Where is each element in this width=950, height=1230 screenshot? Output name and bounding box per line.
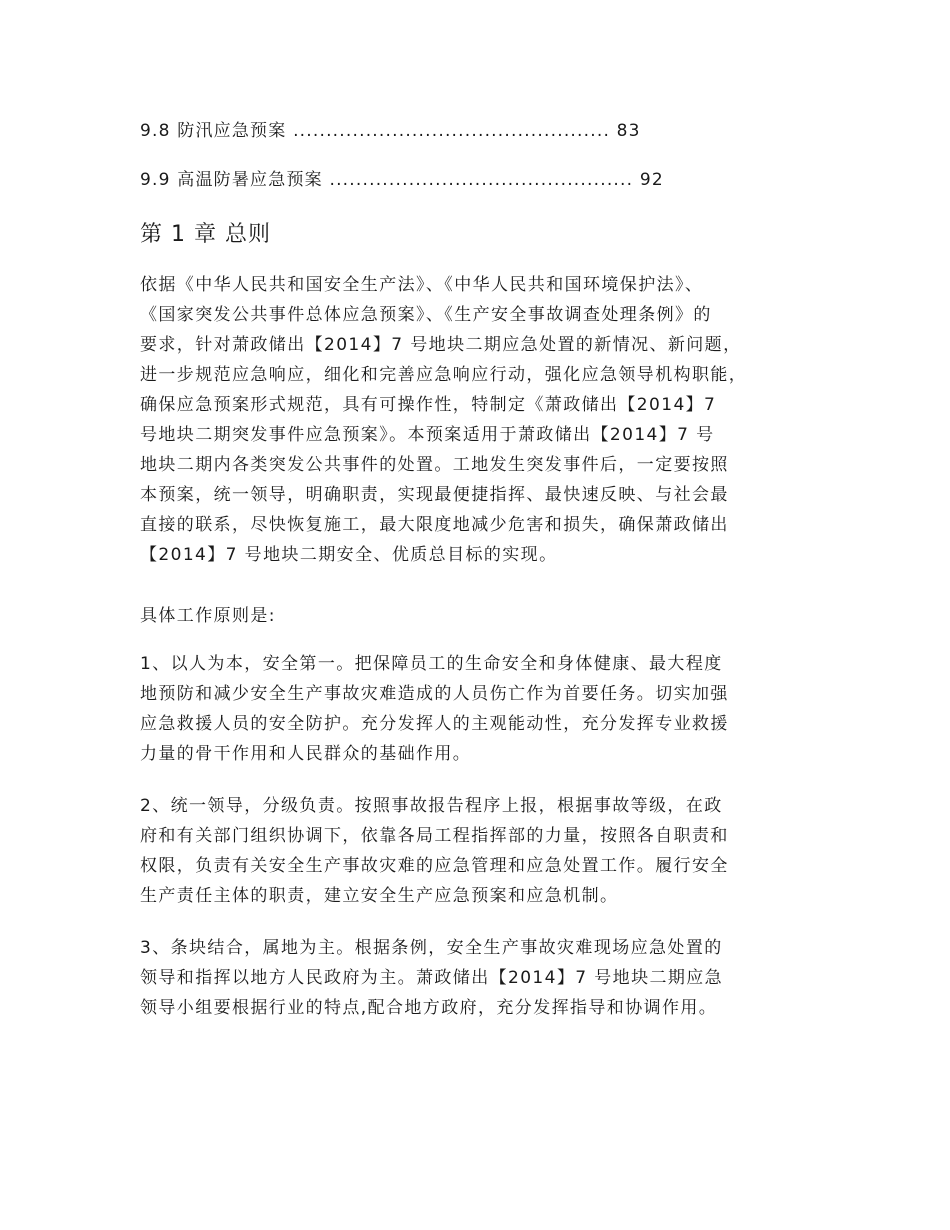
paragraph-line: 权限，负责有关安全生产事故灾难的应急管理和应急处置工作。履行安全 — [140, 856, 729, 876]
paragraph-line: 直接的联系，尽快恢复施工，最大限度地减少危害和损失，确保萧政储出 — [140, 515, 729, 535]
paragraph-line: 3、条块结合，属地为主。根据条例，安全生产事故灾难现场应急处置的 — [140, 938, 723, 958]
toc-page-number: 92 — [639, 170, 664, 190]
toc-page-number: 83 — [616, 121, 641, 141]
paragraph-line: 生产责任主体的职责，建立安全生产应急预案和应急机制。 — [140, 886, 619, 906]
paragraph-line: 府和有关部门组织协调下，依靠各局工程指挥部的力量，按照各自职责和 — [140, 826, 729, 846]
toc-leader: ................................................ — [293, 121, 611, 141]
paragraph-line: 【2014】7 号地块二期安全、优质总目标的实现。 — [140, 545, 558, 565]
paragraph-line: 地预防和减少安全生产事故灾难造成的人员伤亡作为首要任务。切实加强 — [140, 684, 729, 704]
paragraph-line: 《国家突发公共事件总体应急预案》、《生产安全事故调查处理条例》的 — [140, 305, 712, 325]
chapter-heading: 第 1 章 总则 — [140, 222, 271, 247]
paragraph-line: 本预案，统一领导，明确职责，实现最便捷指挥、最快速反映、与社会最 — [140, 485, 729, 505]
toc-entry-9-9[interactable] — [140, 168, 664, 192]
paragraph-line: 2、统一领导，分级负责。按照事故报告程序上报，根据事故等级，在政 — [140, 796, 723, 816]
toc-leader: .............................................. — [329, 170, 634, 190]
principle-1-paragraph — [140, 649, 840, 769]
principle-2-paragraph — [140, 791, 840, 911]
paragraph-line: 要求，针对萧政储出【2014】7 号地块二期应急处置的新情况、新问题， — [140, 335, 742, 355]
principles-intro — [140, 601, 840, 631]
paragraph-line: 号地块二期突发事件应急预案》。本预案适用于萧政储出【2014】7 号 — [140, 425, 715, 445]
paragraph-line: 地块二期内各类突发公共事件的处置。工地发生突发事件后，一定要按照 — [140, 455, 729, 475]
paragraph-line: 应急救援人员的安全防护。充分发挥人的主观能动性，充分发挥专业救援 — [140, 714, 729, 734]
toc-title: 高温防暑应急预案 — [177, 170, 323, 190]
paragraph-line: 依据《中华人民共和国安全生产法》、《中华人民共和国环境保护法》、 — [140, 275, 704, 295]
toc-number: 9.8 — [140, 121, 171, 141]
paragraph-line: 领导小组要根据行业的特点,配合地方政府，充分发挥指导和协调作用。 — [140, 998, 718, 1018]
intro-paragraph — [140, 270, 840, 570]
toc-number: 9.9 — [140, 170, 171, 190]
paragraph-line: 具体工作原则是: — [140, 606, 276, 626]
paragraph-line: 力量的骨干作用和人民群众的基础作用。 — [140, 744, 472, 764]
paragraph-line: 进一步规范应急响应，细化和完善应急响应行动，强化应急领导机构职能， — [140, 365, 748, 385]
principle-3-paragraph — [140, 933, 840, 1023]
toc-entry-9-8[interactable] — [140, 119, 641, 143]
paragraph-line: 领导和指挥以地方人民政府为主。萧政储出【2014】7 号地块二期应急 — [140, 968, 724, 988]
toc-title: 防汛应急预案 — [177, 121, 287, 141]
paragraph-line: 确保应急预案形式规范，具有可操作性，特制定《萧政储出【2014】7 — [140, 395, 717, 415]
paragraph-line: 1、以人为本，安全第一。把保障员工的生命安全和身体健康、最大程度 — [140, 654, 723, 674]
